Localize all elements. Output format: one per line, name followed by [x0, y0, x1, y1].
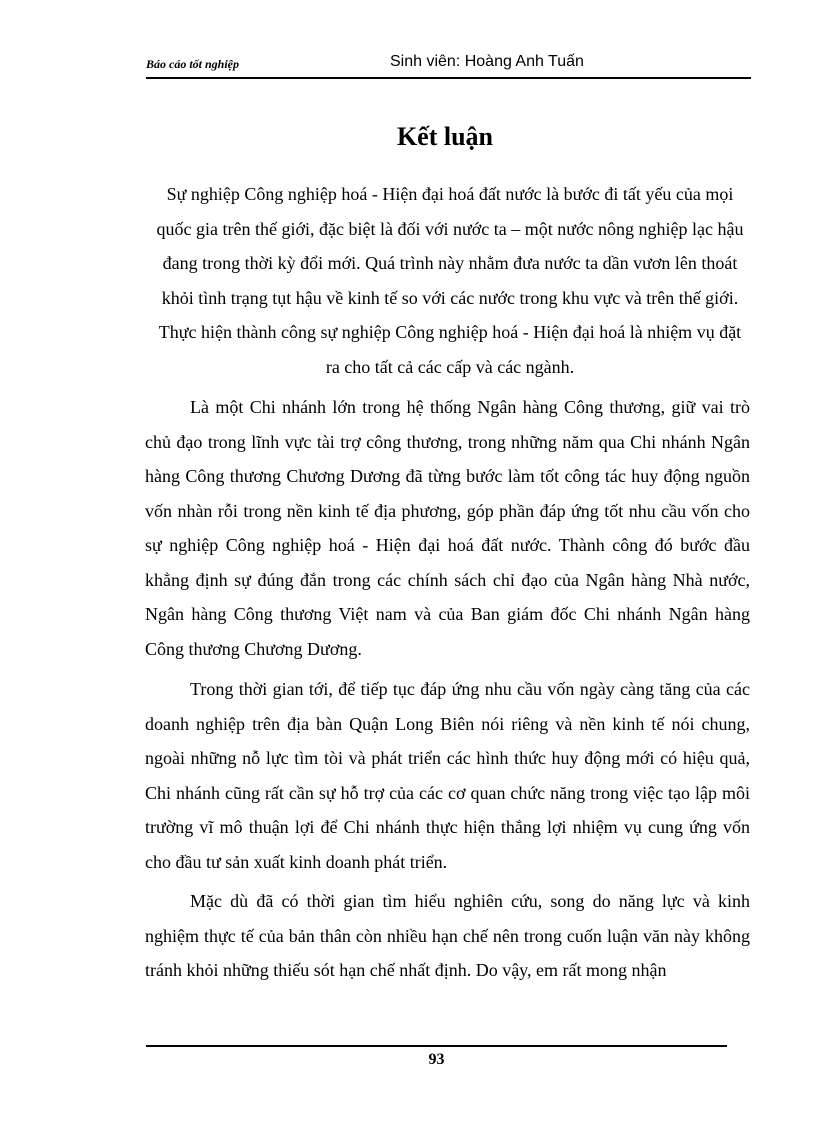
- paragraph-intro: Sự nghiệp Công nghiệp hoá - Hiện đại hoá đất nước là bước đi tất yếu của mọi quốc gia trên thế giới, đặc biệt là đối với nước ta – một nước nông nghiệp lạc hậu đang trong thời kỳ đổi mới. Quá trình này nhằm đưa nước ta dần vươn lên thoát khỏi tình trạng tụt hậu về kinh tế so với các nước trong khu vực và trên thế giới. Thực hiện thành công sự nghiệp Công nghiệp hoá - Hiện đại hoá là nhiệm vụ đặt ra cho tất cả các cấp và các ngành.: [156, 184, 744, 377]
- header-report-label: Báo cáo tốt nghiệp: [146, 57, 240, 71]
- footer-divider: [146, 1045, 727, 1047]
- paragraph-limitations: Mặc dù đã có thời gian tìm hiểu nghiên cứu, song do năng lực và kinh nghiệm thực tế của bản thân còn nhiều hạn chế nên trong cuốn luận văn này không tránh khỏi những thiếu sót hạn chế nhất định. Do vậy, em rất mong nhận: [145, 891, 750, 980]
- header-student-name: Sinh viên: Hoàng Anh Tuấn: [390, 53, 584, 70]
- paragraph-branch-role: Là một Chi nhánh lớn trong hệ thống Ngân hàng Công thương, giữ vai trò chủ đạo trong lĩnh vực tài trợ công thương, trong những năm qua Chi nhánh Ngân hàng Công thương Chương Dương đã từng bước làm tốt công tác huy động nguồn vốn nhàn rỗi trong nền kinh tế địa phương, góp phần đáp ứng tốt nhu cầu vốn cho sự nghiệp Công nghiệp hoá - Hiện đại hoá đất nước. Thành công đó bước đầu khẳng định sự đúng đắn trong các chính sách chỉ đạo của Ngân hàng Nhà nước, Ngân hàng Công thương Việt nam và của Ban giám đốc Chi nhánh Ngân hàng Công thương Chương Dương.: [145, 397, 750, 659]
- header-divider: [146, 77, 751, 79]
- page-number: 93: [428, 1051, 445, 1068]
- page-title: Kết luận: [396, 122, 494, 151]
- paragraph-future: Trong thời gian tới, để tiếp tục đáp ứng nhu cầu vốn ngày càng tăng của các doanh nghiệp trên địa bàn Quận Long Biên nói riêng và nền kinh tế nói chung, ngoài những nỗ lực tìm tòi và phát triển các hình thức huy động mới có hiệu quả, Chi nhánh cũng rất cần sự hỗ trợ của các cơ quan chức năng trong việc tạo lập môi trường vĩ mô thuận lợi để Chi nhánh thực hiện thắng lợi nhiệm vụ cung ứng vốn cho đầu tư sản xuất kinh doanh phát triển.: [145, 679, 750, 872]
- page-header: [146, 52, 751, 78]
